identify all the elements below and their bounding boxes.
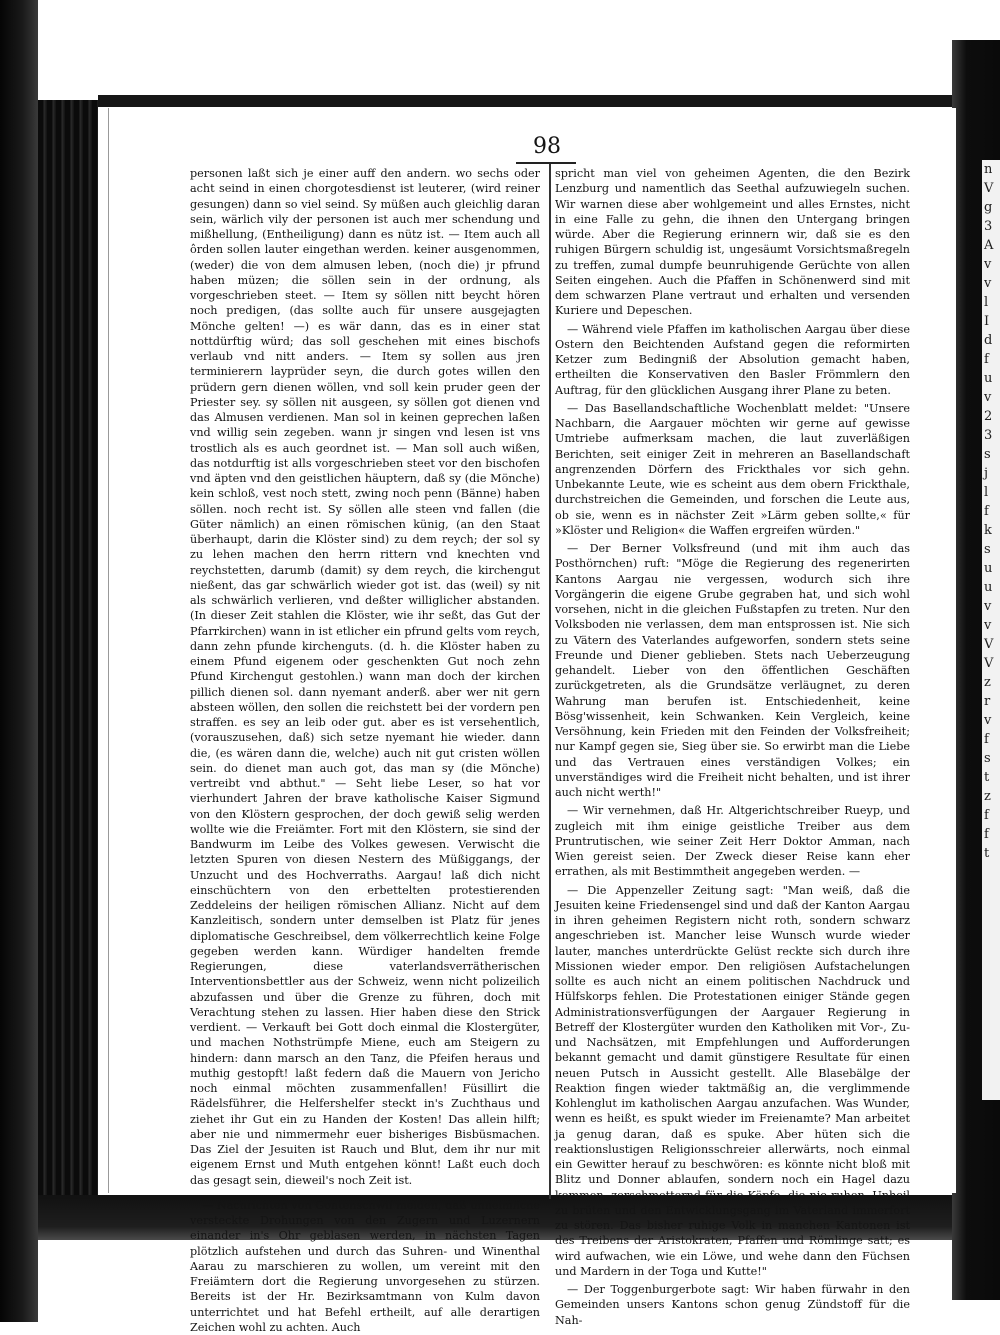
adjacent-page-letter: f: [984, 732, 989, 747]
adjacent-page-letter: A: [984, 238, 994, 253]
adjacent-page-letter: V: [984, 181, 994, 196]
adjacent-page-letter: 3: [984, 428, 993, 443]
scan-left-edge: [0, 0, 38, 1322]
adjacent-page-letter: j: [984, 466, 989, 481]
article-paragraph: spricht man viel von geheimen Agenten, die den Bezirk Lenzburg und namentlich das Seethal aufzuwiegeln suchen. Wir warnen diese aber wohlgemeint und alles Ernstes, nicht in eine Falle zu gehn, die ihnen den Untergang bringen würde. Aber die Regierung erinnern wir, daß sie es den ruhigen Bürgern schuldig ist, ungesäumt Vorsichtsmaßregeln zu treffen, zumal dumpfe beunruhigende Gerüchte von allen Seiten eingehen. Auch die Pfaffen in Schönenwerd sind mit dem schwarzen Plane vertraut und erhalten und versenden Kuriere und Depeschen.: [555, 167, 910, 318]
page-top-shadow: [98, 95, 958, 107]
adjacent-page-letter: u: [984, 561, 993, 576]
adjacent-page-letter: v: [984, 390, 992, 405]
newspaper-page: [108, 108, 956, 1334]
adjacent-page-letter: f: [984, 352, 989, 367]
article-paragraph: — Das Basellandschaftliche Wochenblatt meldet: "Unsere Nachbarn, die Aargauer möchten wir gerne auf gewisse Umtriebe aufmerksam machen, die laut zuverläßigen Berichten, seit einiger Zeit in mehreren an Basellandschaft angrenzenden Dörfern des Frickthales vor sich gehn. Unbekannte Leute, wie es scheint aus dem obern Frickthale, durchstreichen die Gemeinden, und forschen die Leute aus, ob sie, wenn es in nächster Zeit »Lärm geben sollte,« für »Klöster und Religion« die Waffen ergreifen würden.": [555, 401, 910, 537]
adjacent-page-letter: r: [984, 694, 991, 709]
left-column: [190, 166, 540, 1335]
adjacent-page-letter: v: [984, 618, 992, 633]
adjacent-page-fragment: [982, 160, 1000, 1100]
adjacent-page-letter: u: [984, 371, 993, 386]
article-paragraph: — Der Toggenburgerbote sagt: Wir haben fürwahr in den Gemeinden unsers Kantons schon genug Zündstoff für die Nah-: [555, 1283, 910, 1327]
adjacent-page-letter: l: [984, 485, 989, 500]
adjacent-page-letter: z: [984, 675, 991, 690]
adjacent-page-letter: f: [984, 827, 989, 842]
adjacent-page-letter: V: [984, 637, 994, 652]
adjacent-page-letter: u: [984, 580, 993, 595]
book-binding: [38, 100, 98, 1235]
adjacent-page-letter: V: [984, 656, 994, 671]
adjacent-page-letter: 2: [984, 409, 993, 424]
page-number-rule: [516, 162, 576, 164]
adjacent-page-letter: s: [984, 447, 991, 462]
adjacent-page-letter: f: [984, 504, 989, 519]
adjacent-page-letter: s: [984, 542, 991, 557]
adjacent-page-letter: v: [984, 599, 992, 614]
article-paragraph: personen laßt sich je einer auff den andern. wo sechs oder acht seind in einen chorgotesdienst ist leuterer, (wird reiner gesungen) dann so viel seind. Sy müßen auch gleichlig daran sein, wärlich vily der personen ist auch mer schendung und mißhellung, (Entheiligung) dann es nütz ist. — Item auch all ôrden sollen lauter eingethan werden. keiner ausgenommen, (weder) die von dem almusen leben, (noch die) jr pfrund haben müzen; die söllen sein in der ordnung, als vorgeschrieben steet. — Item sy söllen nitt beycht hören noch predigen, (das sollte auch für unsere ausgejagten Mönche gelten! —) es wär dann, das es in einer stat nottdürftig würd; das soll geschehen mit eines bischofs verlaub vnd nitt anders. — Item sy sollen aus jren terminierern layprüder seyn, die durch gotes willen den prüdern gern dienen wöllen, vnd soll kein pruder geen der Priester sey. sy söllen nit ausgeen, sy söllen got dienen vnd das Almusen verdienen. Man sol in keinen geprechen laßen vnd willig sein zegeben. wann jr singen vnd lesen ist vns trostlich als es auch geordnet ist. — Man soll auch wißen, das notdurftig ist alls vorgeschrieben steet vor den bischofen vnd äpten vnd den geistlichen häuptern, daß sy (die Mönche) kein schloß, vest noch stett, zwing noch penn (Bänne) haben söllen. noch recht ist. Sy söllen alle steen vnd fallen (die Güter nämlich) an einen römischen künig, (an den Staat überhaupt, darin die Klöster sind) zu dem reych; der sol sy zu lehen machen den herrn rittern vnd knechten vnd reychstetten, darumb (damit) sy dem reych, die kirchengut nießent, das gar schwärlich wieder got ist. das (weil) sy nit als schwärlich verlieren, vnd deßter williglicher abstanden. (In dieser Zeit stahlen die Klöster, wie ihr seßt, das Gut der Pfarrkirchen) wann in ist etlicher ein pfrund gelts vom reych, dann zehn pfunde kirchenguts. (d. h. die Klöster haben zu einem Pfund eigenem oder geschenkten Gut noch zehn Pfund Kirchengut gestohlen.) wann man doch der kirchen pillich dienen sol. dann nyemant anderß. aber wer nit gern absteen wöllen, den sollen die reichstett bei der vordern pen straffen. es sey an leib oder gut. aber es ist versehentlich, (vorauszusehen, daß) sich setze nyemant hie wieder. dann die, (es wären dann die, welche) auch nit gut cristen wöllen sein. do dienet man auch got, das man sy (die Mönche) vertreibt vnd abthut." — Seht liebe Leser, so hat vor vierhundert Jahren der brave katholische Kaiser Sigmund von den Klöstern gesprochen, der doch gewiß selig werden wollte wie die Freiämter. Fort mit den Klöstern, sie sind der Bandwurm im Leibe des Volkes gewesen. Verwischt die letzten Spuren von diesen Nestern des Müßiggangs, der Unzucht und des Hochverraths. Aargau! laß dich nicht einschüchtern von den erbettelten protestierenden Zeddeleins der heiligen römischen Allianz. Nicht auf dem Kanzleitisch, sondern unter demselben ist Platz für jenes diplomatische Geschreibsel, dem völkerrechtlich keine Folge gegeben werden kann. Würdiger handelten fremde Regierungen, diese vaterlandsverrätherischen Interventionsbettler aus der Schweiz, wenn nicht polizeilich abzufassen und über die Grenze zu führen, doch mit Verachtung stehen zu lassen. Hier haben diese den Strick verdient. — Verkauft bei Gott doch einmal die Klostergüter, und machen Nothstrümpfe Miene, euch am Steigern zu hindern: dann marsch an den Tanz, die Pfeifen heraus und muthig gestopft! laßt federn daß die Mauern von Jericho noch einmal möchten zusammenfallen! Füsillirt die Rädelsführer, die Helfershelfer steckt in's Zuchthaus und ziehet ihr Gut ein zu Handen der Kosten! Das allein hilft; aber nie und nimmermehr euer bisheriges Bisbüsmachen. Das Ziel der Jesuiten ist Rauch und Blut, dem ihr nur mit eigenem Ernst und Muth entgehen könnt! Laßt euch doch das gesagt sein, dieweil's noch Zeit ist.: [190, 167, 540, 1187]
adjacent-page-letter: n: [984, 162, 993, 177]
adjacent-page-letter: k: [984, 523, 992, 538]
adjacent-page-letter: t: [984, 846, 990, 861]
adjacent-page-letter: v: [984, 713, 992, 728]
adjacent-page-letter: v: [984, 276, 992, 291]
page-number: 98: [533, 134, 561, 159]
adjacent-page-letter: 3: [984, 219, 993, 234]
article-paragraph: — Nachrichten von Gontenschwil melden, daß unheimliche versteckte Drohungen von den Zugern und Luzernern einander in's Ohr geblasen werden, in nächsten Tagen plötzlich aufstehen und durch das Suhren- und Winenthal Aarau zu marschieren zu wollen, um vereint mit den Freiämtern dort die Regierung unvorgesehen zu stürzen. Bereits ist der Hr. Bezirksamtmann von Kulm davon unterrichtet und hat Befehl ertheilt, auf alle derartigen Zeichen wohl zu achten. Auch: [190, 1198, 540, 1334]
adjacent-page-letter: t: [984, 770, 990, 785]
adjacent-page-letter: l: [984, 295, 989, 310]
adjacent-page-letter: f: [984, 808, 989, 823]
article-paragraph: — Der Berner Volksfreund (und mit ihm auch das Posthörnchen) ruft: "Möge die Regierung des regenerirten Kantons Aargau nie vergessen, wodurch sich ihre Vorgängerin die eigene Grube gegraben hat, und sich wohl vorsehen, nicht in die gleichen Fußstapfen zu treten. Nur den Volksboden nie verlassen, dem man entsprossen ist. Nie sich zu Vätern des Vaterlandes aufgeworfen, sondern stets seine Freunde und Diener geblieben. Stets nach Ueberzeugung gehandelt. Lieber von den öffentlichen Geschäften zurückgetreten, als die Grundsätze verläugnet, zu deren Wahrung man berufen ist. Entschiedenheit, keine Bösg'wissenheit, kein Schwanken. Kein Vergleich, keine Versöhnung, kein Frieden mit den Feinden der Volksfreiheit; nur Kampf gegen sie, Sieg über sie. So erwirbt man die Liebe und das Vertrauen eines verständigen Volkes; ein unverständiges wird die Freiheit nicht behalten, und ist ihrer auch nicht werth!": [555, 542, 910, 799]
column-divider: [549, 164, 551, 1199]
article-paragraph: — Wir vernehmen, daß Hr. Altgerichtschreiber Rueyp, und zugleich mit ihm einige geistliche Treiber aus dem Pruntrutischen, wie seiner Zeit Herr Doktor Amman, nach Wien gereist seien. Der Zweck dieser Reise kann eher errathen, als mit Bestimmtheit angegeben werden. —: [555, 804, 910, 879]
adjacent-page-letter: g: [984, 200, 993, 215]
article-paragraph: — Während viele Pfaffen im katholischen Aargau über diese Ostern den Beichtenden Aufstand gegen die reformirten Ketzer zum Bedingniß der Absolution gemacht haben, ertheilten die Konservativen den Basler Frömmlern den Auftrag, für den glücklichen Ausgang ihrer Plane zu beten.: [555, 322, 910, 397]
adjacent-page-letter: s: [984, 751, 991, 766]
adjacent-page-letter: I: [984, 314, 990, 329]
right-column: [555, 166, 910, 1328]
article-paragraph: — Die Appenzeller Zeitung sagt: "Man weiß, daß die Jesuiten keine Friedensengel sind und daß der Kanton Aargau in ihren geheimen Registern nicht roth, sondern schwarz angeschrieben ist. Mancher leise Wunsch wurde wieder lauter, manches unterdrückte Gelüst reckte sich durch ihre Missionen wieder empor. Den religiösen Aufstachelungen sollte es auch nicht an einem politischen Nachdruck und Hülfskorps fehlen. Die Protestationen einiger Stände gegen Administrationsverfügungen der Aargauer Regierung in Betreff der Klostergüter wurden den Katholiken mit Vor-, Zu- und Nachsätzen, mit Empfehlungen und Aufforderungen bekannt gemacht und damit günstigere Resultate für einen neuen Putsch in Aussicht gestellt. Alle Blasebälge der Reaktion fingen wieder taktmäßig an, die verglimmende Kohlenglut im katholischen Aargau anzufachen. Was Wunder, wenn es heißt, es spukt wieder im Freienamte? Man arbeitet ja genug daran, daß es spuke. Aber hüten sich die reaktionslustigen Religionsschreier allerwärts, noch einmal ein Gewitter herauf zu beschwören: es könnte nicht bloß mit Blitz und Donner ablaufen, sondern noch ein Hagel dazu kommen, zerschmetternd für die Köpfe, die nie ruhen, Unheil zu brüten und den Entwicklungsgang im Vaterland immerfort zu stören. Das bisher ruhige Volk in manchen Kantonen ist des Treibens der Aristokraten, Pfaffen und Römlinge satt; es wird aufwachen, wie ein Löwe, und wehe dann den Füchsen und Mardern in der Toga und Kutte!": [555, 883, 910, 1278]
adjacent-page-letter: z: [984, 789, 991, 804]
adjacent-page-letter: d: [984, 333, 993, 348]
adjacent-page-letter: v: [984, 257, 992, 272]
